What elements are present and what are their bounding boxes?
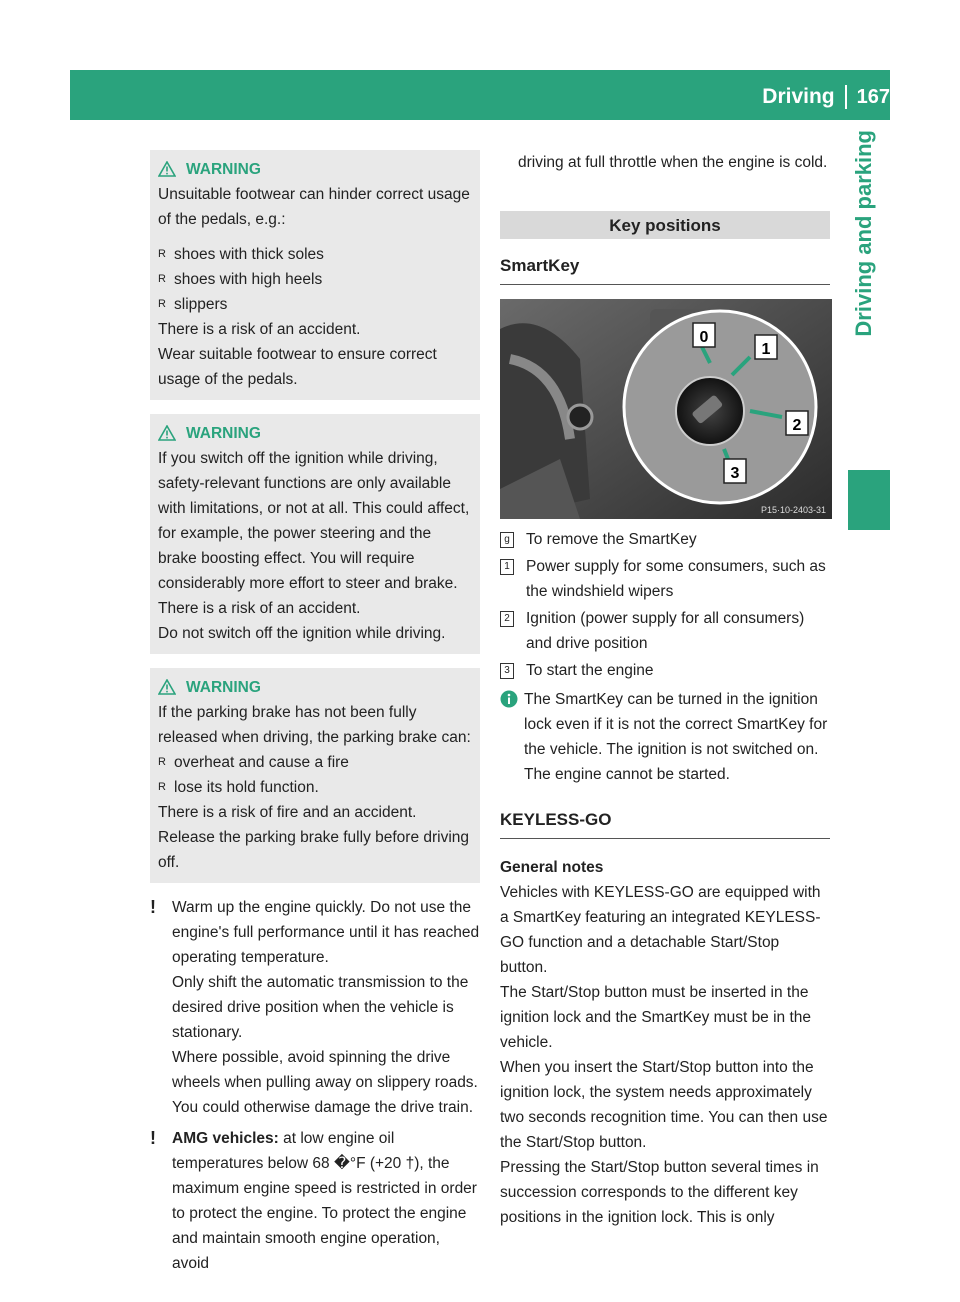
warning-heading bbox=[158, 674, 472, 700]
warning-text: If the parking brake has not been fully released when driving, the parking brake can: bbox=[158, 704, 471, 746]
warning-heading bbox=[158, 420, 472, 446]
ignition-lock-illustration bbox=[500, 299, 832, 519]
general-notes-heading: General notes bbox=[500, 859, 604, 876]
note-text: Only shift the automatic transmission to the desired drive position when the vehicle is stationary. bbox=[172, 974, 469, 1041]
side-tab bbox=[838, 130, 890, 460]
note-text: at low engine oil temperatures below 68 �°F (+20 †), the maximum engine speed is restricted in order to protect the engine. To protect the engine and maintain smooth engine operation, avoid bbox=[172, 1130, 477, 1272]
warning-title: WARNING bbox=[186, 424, 261, 442]
legend-item: 2 Ignition (power supply for all consumers) and drive position bbox=[500, 606, 830, 656]
left-column bbox=[150, 150, 480, 1276]
legend-item: 1 Power supply for some consumers, such as the windshield wipers bbox=[500, 554, 830, 604]
info-icon bbox=[500, 687, 524, 787]
section-band: Key positions bbox=[500, 211, 830, 239]
warning-text: Do not switch off the ignition while driving. bbox=[158, 625, 446, 642]
exclamation-icon: ! bbox=[150, 897, 156, 917]
warning-text: There is a risk of an accident. bbox=[158, 321, 361, 338]
note-text: Warm up the engine quickly. Do not use the engine's full performance until it has reached operating temperature. bbox=[172, 899, 480, 966]
exclamation-icon: ! bbox=[150, 1128, 156, 1148]
warning-box bbox=[150, 150, 480, 400]
list-item: R overheat and cause a fire bbox=[158, 754, 349, 771]
warning-box bbox=[150, 668, 480, 883]
warning-text: Wear suitable footwear to ensure correct usage of the pedals. bbox=[158, 346, 437, 388]
body-text: When you insert the Start/Stop button into the ignition lock, the system needs approximately two seconds recognition time. You can then use the Start/Stop button. bbox=[500, 1059, 828, 1151]
body-text: Vehicles with KEYLESS-GO are equipped with a SmartKey featuring an integrated KEYLESS-GO function and a detachable Start/Stop button. bbox=[500, 884, 821, 976]
info-text: The SmartKey can be turned in the ignition lock even if it is not the correct SmartKey for the vehicle. The ignition is not switched on. The engine cannot be started. bbox=[524, 691, 828, 783]
position-label-2: 2 bbox=[792, 417, 802, 434]
caution-note bbox=[150, 1126, 480, 1276]
smartkey-heading: SmartKey bbox=[500, 253, 830, 285]
legend-item: g To remove the SmartKey bbox=[500, 527, 830, 552]
warning-title: WARNING bbox=[186, 678, 261, 696]
side-tab-marker bbox=[848, 470, 890, 530]
position-label-0: 0 bbox=[699, 329, 709, 346]
side-tab-label: Driving and parking bbox=[851, 130, 876, 337]
continued-text: driving at full throttle when the engine is cold. bbox=[518, 154, 828, 171]
keyless-heading: KEYLESS-GO bbox=[500, 807, 830, 839]
warning-box bbox=[150, 414, 480, 654]
ignition-figure bbox=[500, 299, 832, 519]
page-number: 167 bbox=[856, 85, 890, 108]
note-label: AMG vehicles: bbox=[172, 1130, 279, 1147]
warning-text: There is a risk of fire and an accident. Release the parking brake fully before driving off. bbox=[158, 804, 470, 871]
body-text: The Start/Stop button must be inserted in the ignition lock and the SmartKey must be in the vehicle. bbox=[500, 984, 812, 1051]
info-note bbox=[500, 687, 830, 787]
warning-text: If you switch off the ignition while driving, safety-relevant functions are only available with limitations, or not at all. This could affect, for example, the power steering and the brake boosting effect. You will require considerably more effort to steer and brake. There is a risk of an accident. bbox=[158, 450, 470, 617]
warning-triangle-icon bbox=[158, 679, 176, 695]
list-item: R slippers bbox=[158, 296, 228, 313]
warning-text: Unsuitable footwear can hinder correct usage of the pedals, e.g.: bbox=[158, 186, 470, 228]
warning-triangle-icon bbox=[158, 425, 176, 441]
list-item: R lose its hold function. bbox=[158, 779, 319, 796]
right-column bbox=[500, 150, 830, 1230]
warning-heading bbox=[158, 156, 472, 182]
warning-title: WARNING bbox=[186, 160, 261, 178]
page-header bbox=[762, 84, 890, 110]
figure-code: P15·10-2403-31 bbox=[760, 505, 826, 515]
body-text: Pressing the Start/Stop button several times in succession corresponds to the different key positions in the ignition lock. This is only bbox=[500, 1159, 819, 1226]
section-title: Driving bbox=[762, 85, 846, 109]
list-item: R shoes with thick soles bbox=[158, 246, 324, 263]
note-text: Where possible, avoid spinning the drive wheels when pulling away on slippery roads. You could otherwise damage the drive train. bbox=[172, 1049, 478, 1116]
caution-note bbox=[150, 895, 480, 1120]
legend-item: 3 To start the engine bbox=[500, 658, 830, 683]
position-label-1: 1 bbox=[761, 341, 771, 358]
list-item: R shoes with high heels bbox=[158, 271, 323, 288]
warning-triangle-icon bbox=[158, 161, 176, 177]
position-label-3: 3 bbox=[730, 465, 740, 482]
